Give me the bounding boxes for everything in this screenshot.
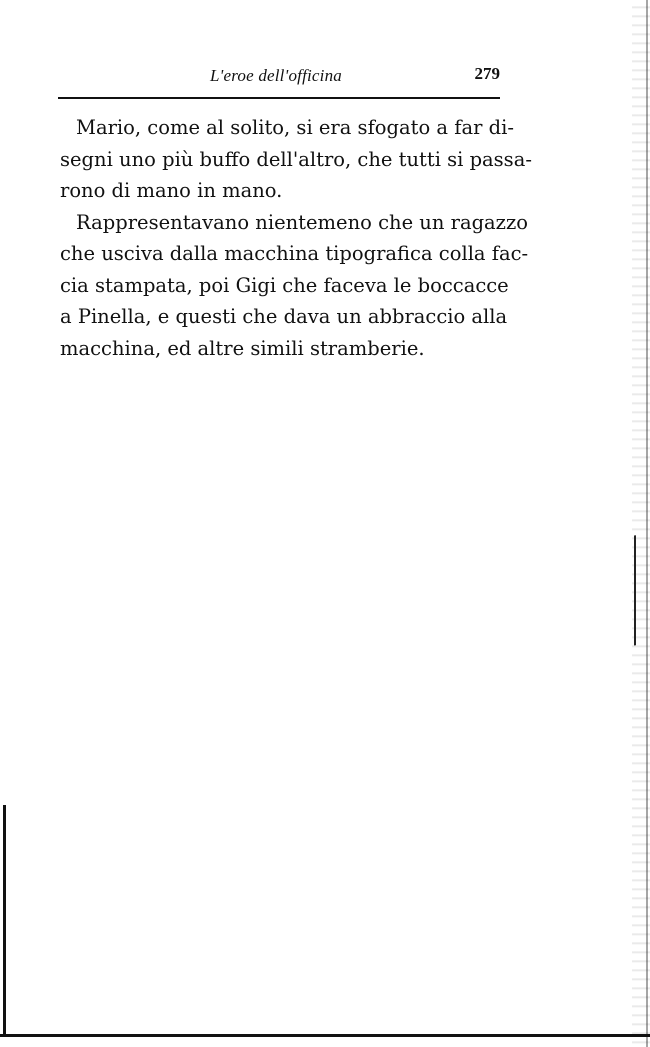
text-line: segni uno più buffo dell'altro, che tutti si passa- [60,147,532,171]
text-line: Rappresentavano nientemeno che un ragazzo [76,210,528,234]
scan-edge-left [3,805,6,1035]
text-line: che usciva dalla macchina tipografica colla fac- [60,242,529,265]
text-line: rono di mano in mano. [60,179,283,202]
body-text [60,112,532,364]
text-line: macchina, ed altre simili stramberie. [60,336,425,360]
running-title: L'eroe dell'officina [210,66,342,85]
scan-edge-right [646,0,648,1047]
text-line: cia stampata, poi Gigi che faceva le boccacce [60,273,509,297]
scan-edge-mark [634,534,642,645]
page-number: 279 [474,64,500,83]
running-header [60,64,500,90]
text-line: a Pinella, e questi che dava un abbraccio alla [60,305,508,328]
scan-edge-bottom [0,1034,650,1037]
text-line: Mario, come al solito, si era sfogato a far di- [76,116,514,139]
header-rule [58,97,500,99]
